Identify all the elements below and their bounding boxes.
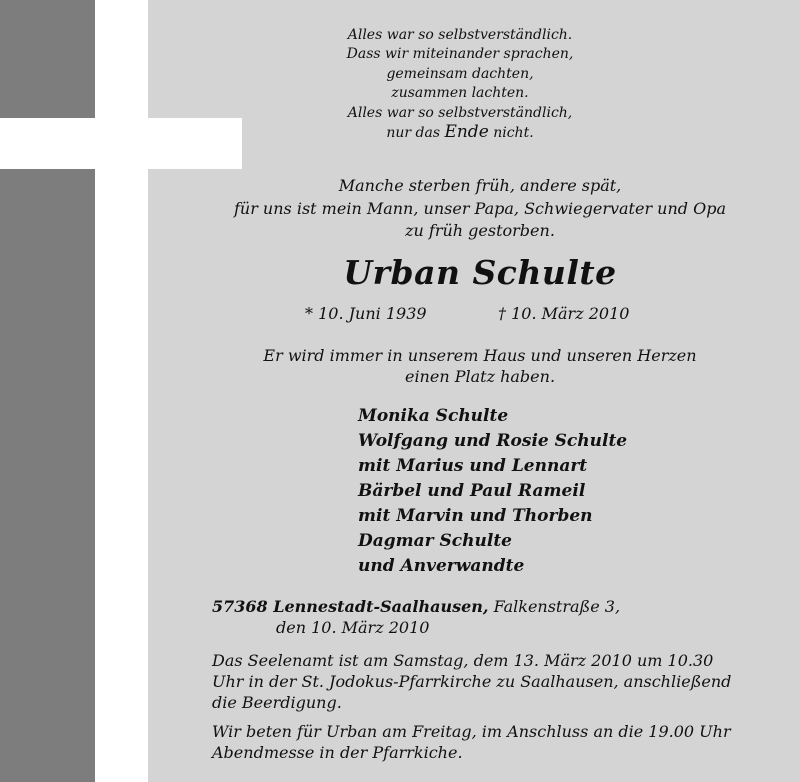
remembrance-text [180,345,780,387]
mourner-line: Dagmar Schulte [358,531,512,551]
deceased-name: Urban Schulte [343,253,617,292]
mourner-line: Bärbel und Paul Rameil [358,481,586,501]
intro-line: für uns ist mein Mann, unser Papa, Schwiegervater und Opa [233,198,727,218]
intro-text [180,175,780,243]
address-street: Falkenstraße 3, [493,597,621,616]
remembrance-line: Er wird immer in unserem Haus und unseren Herzen [263,346,697,365]
remembrance-line: einen Platz haben. [404,367,556,386]
poem [240,26,680,143]
poem-line: Alles war so selbstverständlich, [347,104,573,121]
mourner-line: mit Marvin und Thorben [358,506,593,526]
address-block [212,596,620,638]
death-date: † 10. März 2010 [498,304,630,323]
poem-line: gemeinsam dachten, [386,65,534,82]
mourner-line: mit Marius und Lennart [358,456,588,476]
poem-line: Dass wir miteinander sprachen, [346,46,574,63]
mourners-list [358,404,627,579]
poem-last-line [240,123,680,143]
poem-line: zusammen lachten. [391,85,529,102]
funeral-notice: Das Seelenamt ist am Samstag, dem 13. März 2010 um 10.30 Uhr in der St. Jodokus-Pfarrkirche zu Saalhausen, anschließend die Beerdigung. [212,651,732,712]
cross-crossbar [0,118,242,169]
birth-date: * 10. Juni 1939 [305,304,427,323]
poem-emphasis: Ende [444,122,489,143]
prayer-notice: Wir beten für Urban am Freitag, im Anschluss an die 19.00 Uhr Abendmesse in der Pfarrkiche. [212,722,731,762]
poem-line: Alles war so selbstverständlich. [347,27,573,43]
address-date: den 10. März 2010 [276,618,430,637]
mourner-line: Monika Schulte [358,406,509,426]
mourner-line: Wolfgang und Rosie Schulte [358,431,628,451]
address-place: 57368 Lennestadt-Saalhausen, [212,597,489,616]
intro-line: Manche sterben früh, andere spät, [338,176,622,195]
poem-last-suffix: nicht. [493,125,534,142]
intro-line: zu früh gestorben. [405,221,555,240]
poem-last-prefix: nur das [386,125,440,142]
mourner-line: und Anverwandte [358,556,525,576]
